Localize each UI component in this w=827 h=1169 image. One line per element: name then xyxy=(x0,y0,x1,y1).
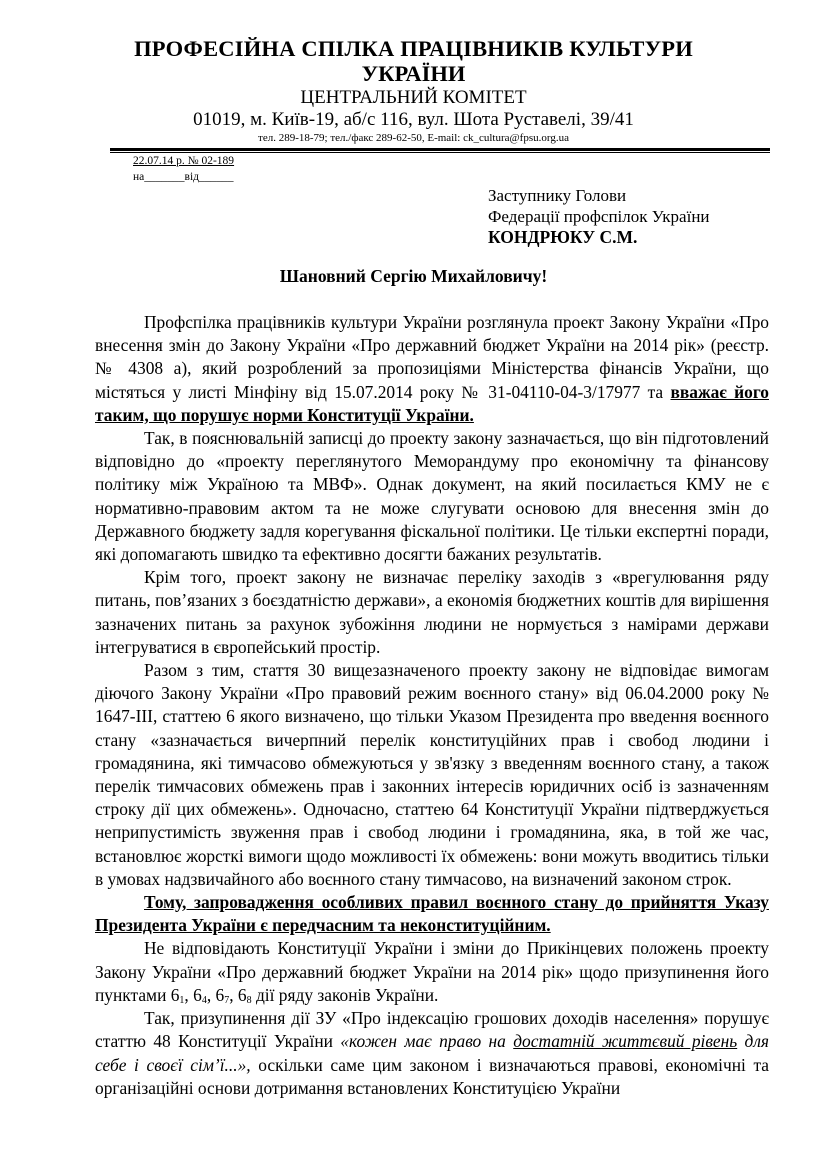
addressee-block xyxy=(488,185,710,248)
organization-name-cont: УКРАЇНИ xyxy=(361,61,466,86)
paragraph-text: Не відповідають Конституції України і зміни до Прикінцевих положень проекту Закону України «Про державний бюджет України на 2014 рік» щодо призупинення його пунктами 6 xyxy=(95,938,769,1005)
paragraph-text: оскільки саме цим законом і визначаються правові, економічні та організаційні основи дотримання встановлених Конституцією України xyxy=(95,1054,770,1098)
point-subscript: 1 xyxy=(179,994,185,1006)
letterhead-divider-thin xyxy=(110,152,770,153)
separator: , 6 xyxy=(184,984,202,1005)
paragraph-1 xyxy=(95,311,769,427)
paragraph-5-conclusion: Тому, запровадження особливих правил воєнного стану до прийняття Указу Президента України є передчасним та неконституційним. xyxy=(95,892,769,936)
point-subscript: 8 xyxy=(246,994,252,1006)
paragraph-2: Так, в пояснювальній записці до проекту закону зазначається, що він підготовлений відповідно до «проекту переглянутого Меморандуму про економічну та фінансову політику між Україною та МВФ». Однак документ, на який посилається КМУ не є нормативно-правовим актом та не може слугувати основою для внесення змін до Державного бюджету задля корегування фіскальної політики. Це тільки експертні поради, які допомагають швидко та ефективно досягти бажаних результатів. xyxy=(95,428,769,565)
postal-address: 01019, м. Київ-19, аб/с 116, вул. Шота Руставелі, 39/41 xyxy=(193,109,634,130)
constitution-quote: для себе і своєї сім’ї...», xyxy=(95,1031,770,1075)
committee-name: ЦЕНТРАЛЬНИЙ КОМІТЕТ xyxy=(300,87,527,108)
contact-line: тел. 289-18-79; тел./факс 289-62-50, E-mail: ck_cultura@fpsu.org.ua xyxy=(258,132,569,144)
separator: , 6 xyxy=(206,984,225,1005)
separator: , 6 xyxy=(229,984,247,1005)
addressee-position: Заступнику Голови xyxy=(488,186,627,205)
constitution-quote: «кожен має право на xyxy=(340,1031,514,1052)
paragraph-text: Профспілка працівників культури України розглянула проект Закону України «Про внесення змін до Закону України «Про державний бюджет України на 2014 рік» (реєстр. № 4308 а), який розроблений за пропозиціями Міністерства фінансів України, що містяться у листі Мінфіну від 15.07.2014 року № 31-04110-04-3/17977 та xyxy=(95,312,769,402)
paragraph-7 xyxy=(95,1007,769,1100)
paragraph-6 xyxy=(95,937,769,1007)
salutation: Шановний Сергію Михайловичу! xyxy=(279,266,548,286)
paragraph-text: Так, призупинення дії ЗУ «Про індексацію грошових доходів населення» порушує статтю 48 Конституції України xyxy=(95,1008,769,1052)
emphasis-text: вважає його таким, що порушує норми Конституції України. xyxy=(95,381,769,425)
paragraph-3: Крім того, проект закону не визначає переліку заходів з «врегулювання ряду питань, пов’язаних з боєздатністю держави», а економія бюджетних коштів для вирішення зазначених питань за рахунок зубожіння людини не нормується з намірами держави інтегруватися в європейський простір. xyxy=(95,567,769,657)
addressee-organization: Федерації профспілок України xyxy=(488,207,710,226)
addressee-name: КОНДРЮКУ С.М. xyxy=(488,227,638,247)
point-subscript: 7 xyxy=(224,994,230,1006)
paragraph-4: Разом з тим, стаття 30 вищезазначеного проекту закону не відповідає вимогам діючого Закону України «Про правовий режим воєнного стану» від 06.04.2000 року № 1647-ІІІ, статтею 6 якого визначено, що тільки Указом Президента про введення воєнного стану «зазначається вичерпний перелік конституційних прав і свобод людини і громадянина, які тимчасово обмежуються у зв'язку з введенням воєнного стану, а також перелік тимчасових обмежень прав і законних інтересів юридичних осіб із зазначенням строку дії цих обмежень». Одночасно, статтею 64 Конституції України підтверджується неприпустимість звуження прав і свобод людини і громадянина, яка, в той же час, встановлює жорсткі вимоги щодо можливості їх обмежень: вони можуть вводитись тільки в умовах надзвичайного або воєнного стану тимчасово, на визначений законом строк. xyxy=(95,660,769,889)
organization-name: ПРОФЕСІЙНА СПІЛКА ПРАЦІВНИКІВ КУЛЬТУРИ xyxy=(134,36,693,61)
constitution-quote-underlined: достатній життєвий рівень xyxy=(513,1031,738,1052)
point-subscript: 4 xyxy=(201,994,207,1006)
letterhead-divider xyxy=(110,148,770,151)
outgoing-reference: 22.07.14 р. № 02-189 xyxy=(133,155,235,167)
paragraph-text: дії ряду законів України. xyxy=(251,984,439,1005)
incoming-reference: на_______від______ xyxy=(133,171,234,183)
letter-body xyxy=(95,311,769,1100)
